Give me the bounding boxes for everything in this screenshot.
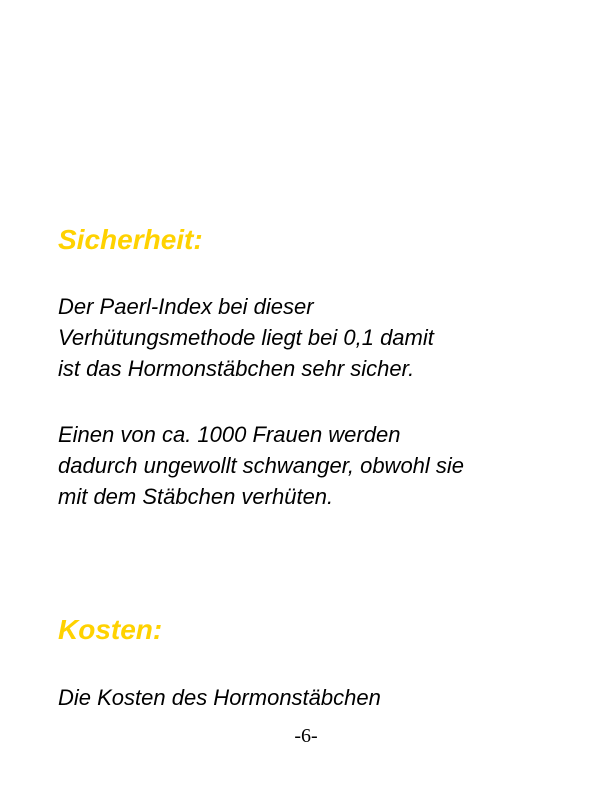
heading-sicherheit: Sicherheit: xyxy=(58,224,203,255)
text-line: Einen von ca. 1000 Frauen werden xyxy=(58,422,401,447)
paragraph-kosten xyxy=(58,682,381,713)
paragraph-pearl-index xyxy=(58,291,434,384)
text-line: ist das Hormonstäbchen sehr sicher. xyxy=(58,356,415,381)
page-number: -6- xyxy=(294,725,318,747)
paragraph-failure-rate xyxy=(58,419,464,512)
text-line: dadurch ungewollt schwanger, obwohl sie xyxy=(58,453,465,478)
text-line: Verhütungsmethode liegt bei 0,1 damit xyxy=(58,325,434,350)
text-line: Der Paerl-Index bei dieser xyxy=(58,294,314,319)
text-line: Die Kosten des Hormonstäbchen xyxy=(58,685,381,710)
text-line: mit dem Stäbchen verhüten. xyxy=(58,484,334,509)
heading-kosten: Kosten: xyxy=(58,614,163,645)
